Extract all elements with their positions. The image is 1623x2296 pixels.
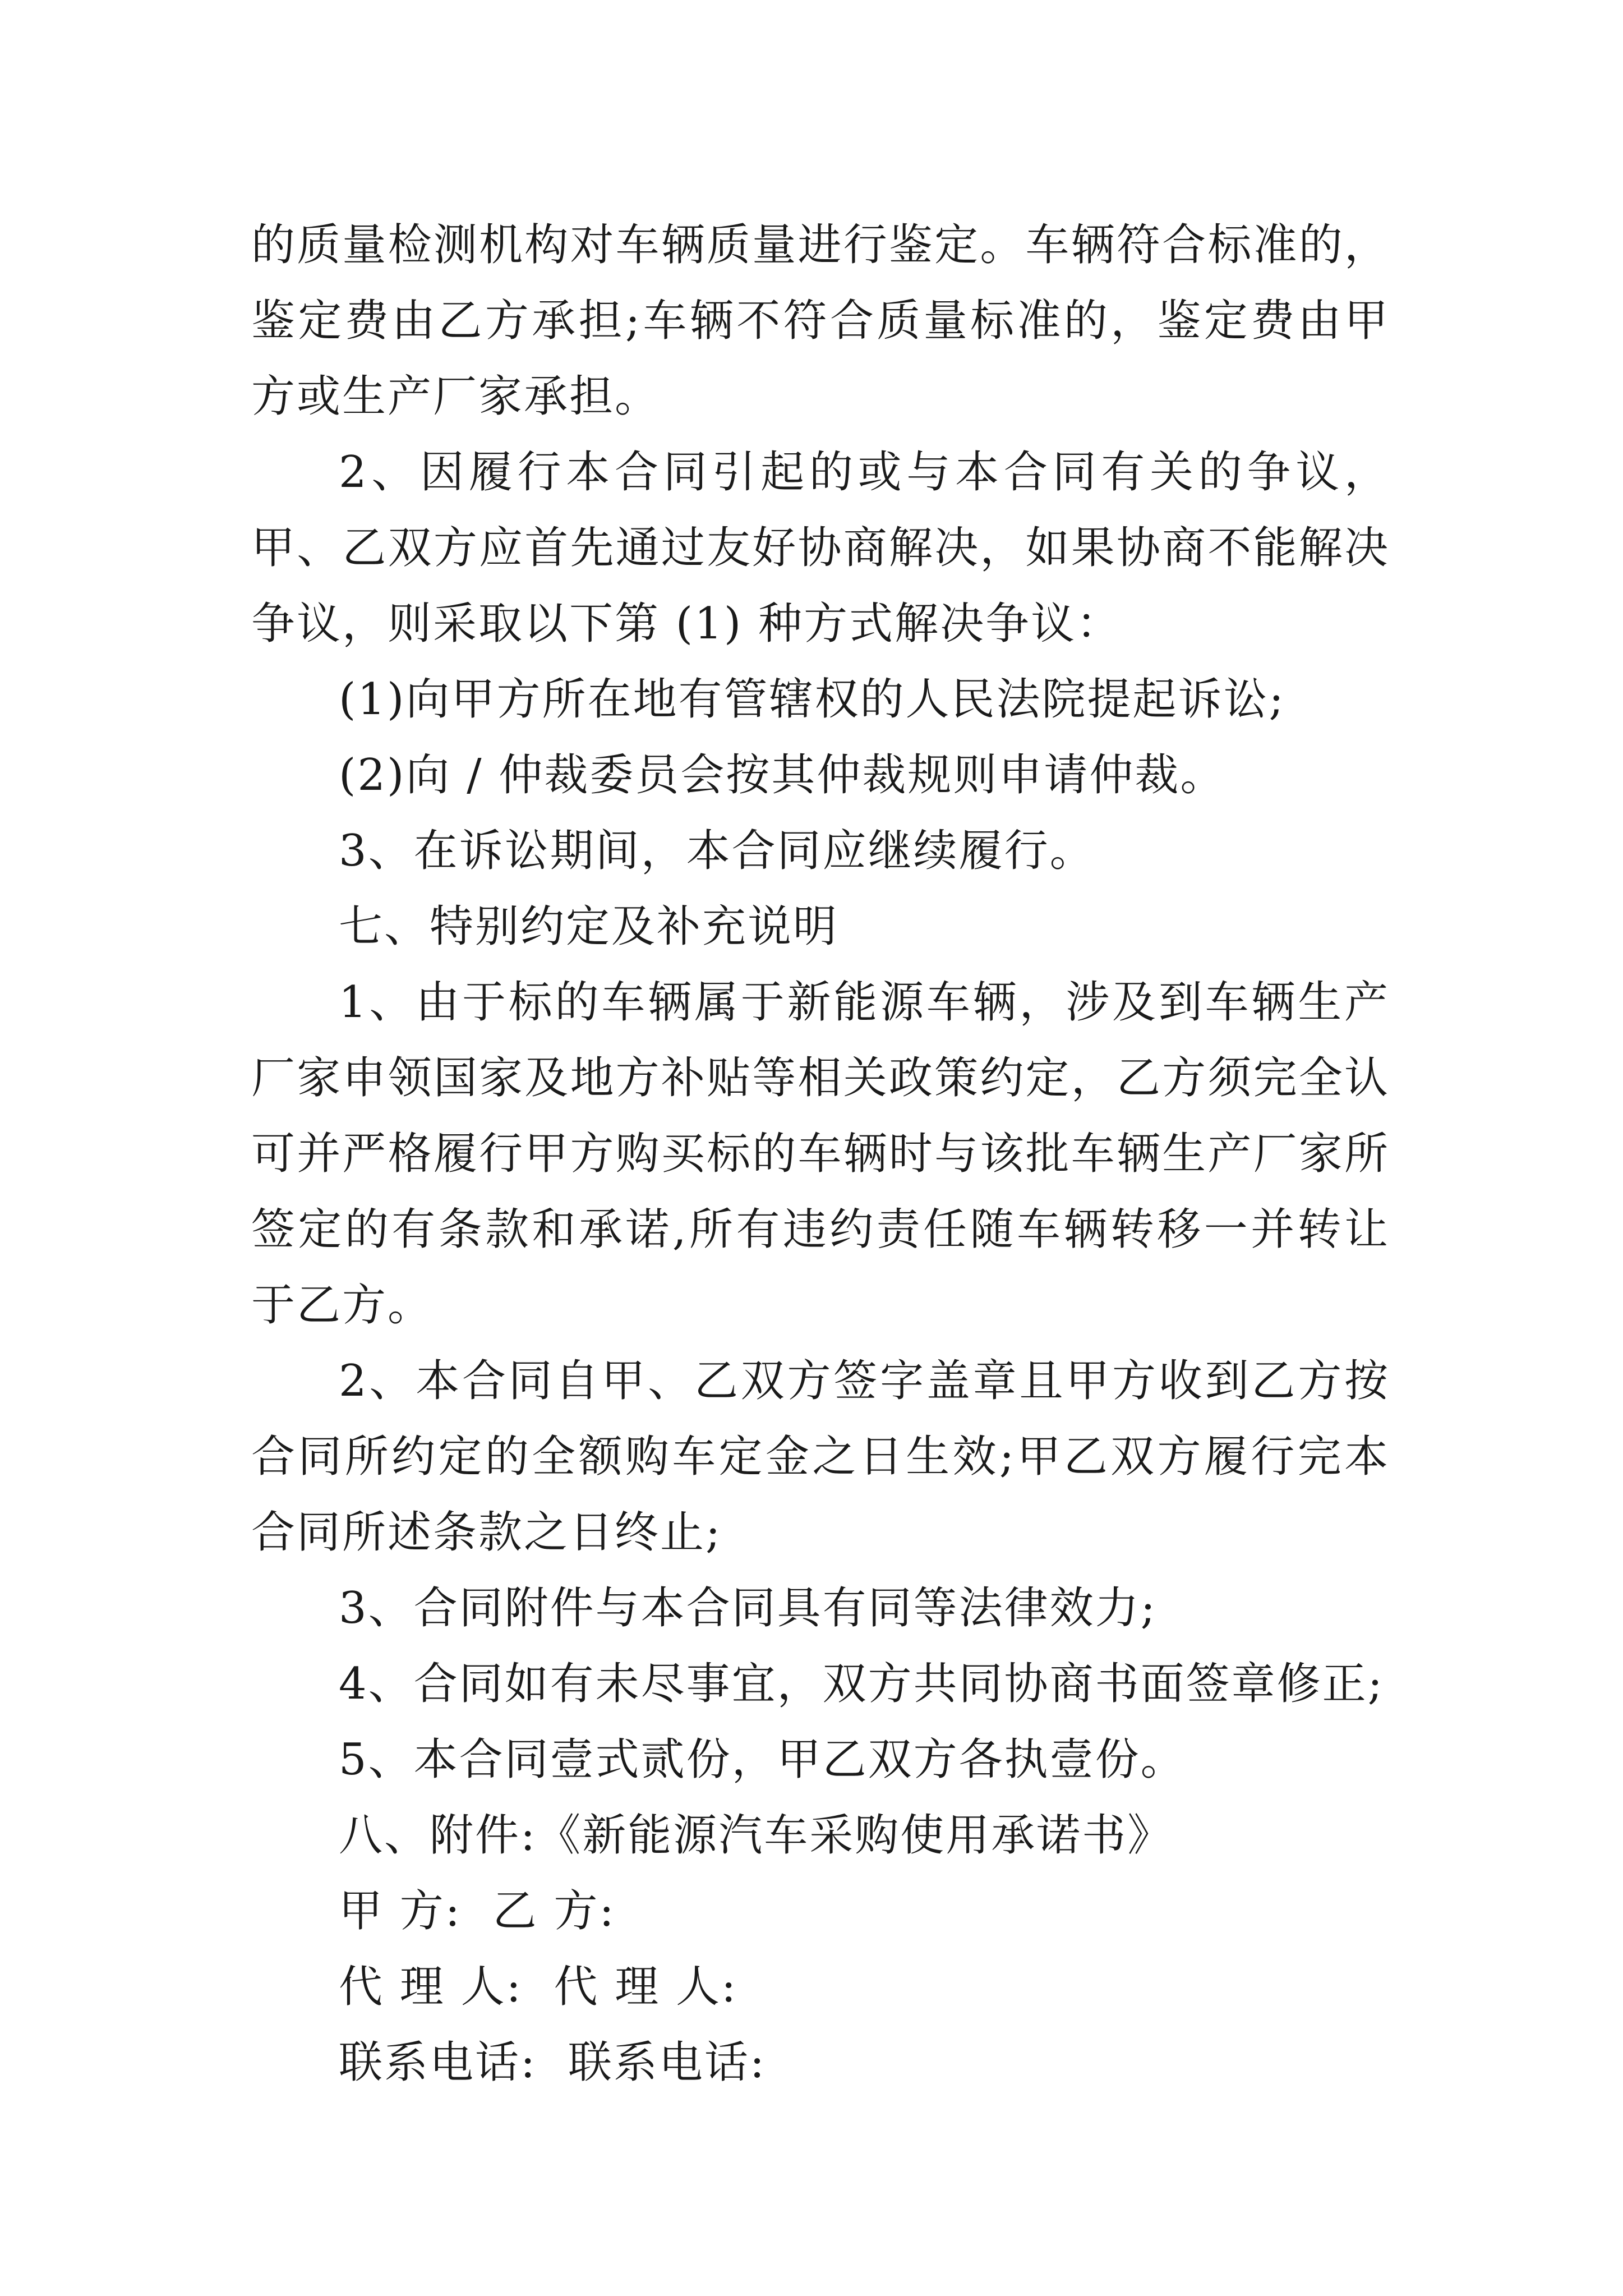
document-body: [251, 208, 1390, 2101]
paragraph-continue-performance: 3、在诉讼期间，本合同应继续履行。: [339, 826, 1095, 876]
signature-agents: 代 理 人: 代 理 人:: [339, 1962, 738, 2012]
paragraph-new-energy-vehicle: 1、由于标的车辆属于新能源车辆，涉及到车辆生产厂家申领国家及地方补贴等相关政策约定，乙方须完全认可并严格履行甲方购买标的车辆时与该批车辆生产厂家所签定的有条款和承诺,所有违约责任随车辆转移一并转让于乙方。: [251, 977, 1390, 1331]
section-heading-special-terms: 七、特别约定及补充说明: [339, 901, 839, 952]
paragraph-effective-date: 2、本合同自甲、乙双方签字盖章且甲方收到乙方按合同所约定的全额购车定金之日生效;甲乙双方履行完本合同所述条款之日终止;: [251, 1356, 1390, 1558]
paragraph-attachment-validity: 3、合同附件与本合同具有同等法律效力;: [339, 1583, 1157, 1634]
paragraph-copies: 5、本合同壹式贰份，甲乙双方各执壹份。: [339, 1734, 1186, 1785]
paragraph-unresolved-matters: 4、合同如有未尽事宜，双方共同协商书面签章修正;: [339, 1659, 1384, 1709]
paragraph-quality-inspection: 的质量检测机构对车辆质量进行鉴定。车辆符合标准的，鉴定费由乙方承担;车辆不符合质量标准的，鉴定费由甲方或生产厂家承担。: [251, 220, 1390, 422]
section-heading-attachment: 八、附件:《新能源汽车采购使用承诺书》: [339, 1810, 1173, 1861]
paragraph-option-arbitration: (2)向 / 仲裁委员会按其仲裁规则申请仲裁。: [339, 750, 1226, 800]
signature-parties: 甲 方: 乙 方:: [339, 1886, 616, 1936]
signature-phones: 联系电话: 联系电话:: [339, 2037, 767, 2088]
paragraph-option-litigation: (1)向甲方所在地有管辖权的人民法院提起诉讼;: [339, 674, 1285, 725]
paragraph-dispute-resolution: 2、因履行本合同引起的或与本合同有关的争议，甲、乙双方应首先通过友好协商解决，如果协商不能解决争议，则采取以下第 (1) 种方式解决争议：: [251, 447, 1390, 649]
